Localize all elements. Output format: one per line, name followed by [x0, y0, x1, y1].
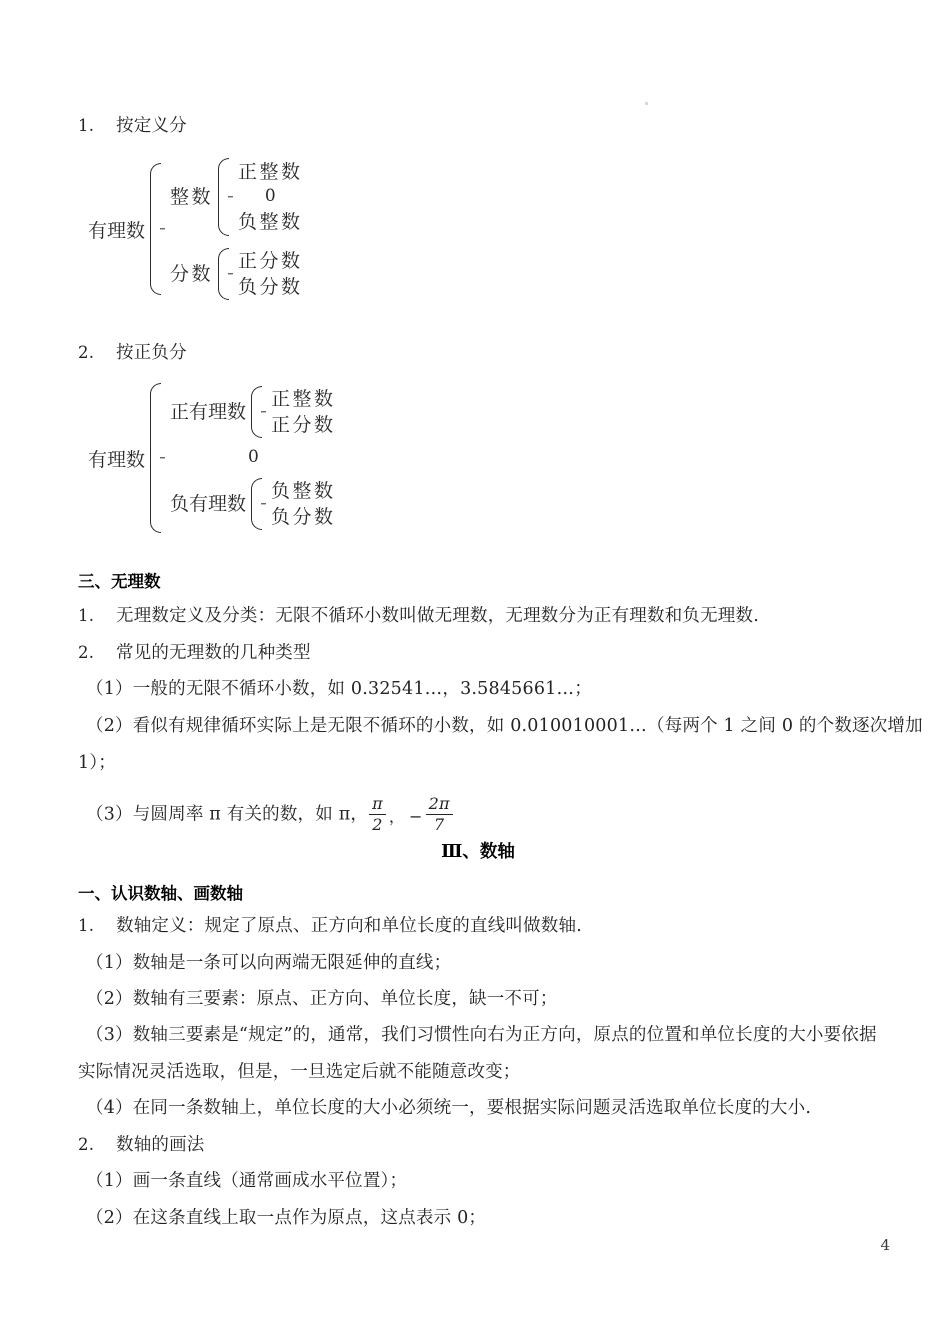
list-item-classify-1	[78, 118, 187, 136]
diagram-branch-group	[170, 386, 336, 530]
irrational-subitem-2: （2）看似有规律循环实际上是无限不循环的小数，如 0.010010001…（每两个 1 之间 0 的个数逐次增加	[86, 716, 923, 736]
brace-outer	[150, 163, 165, 295]
leaf-group-negative	[271, 478, 336, 530]
branch-label-negative-rationals: 负有理数	[170, 492, 247, 515]
leaf-negative-integers: 负整数	[271, 479, 336, 502]
irrational-subitem-1: （1）一般的无限不循环小数，如 0.32541…，3.5845661…；	[86, 679, 592, 699]
diagram-root-row	[88, 383, 336, 533]
numberline-subitem-1: （1）数轴是一条可以向两端无限延伸的直线；	[86, 953, 452, 973]
fraction-numerator: 2π	[426, 795, 453, 815]
leaf-positive-fractions: 正分数	[238, 250, 303, 272]
list-item-number: 2.	[78, 1135, 95, 1154]
scan-artifact-speck	[645, 102, 648, 105]
leaf-positive-integers: 正整数	[238, 161, 303, 184]
leaf-positive-integers: 正整数	[271, 387, 336, 410]
numberline-item-1	[78, 918, 582, 936]
fraction-numerator: π	[369, 795, 386, 815]
leaf-zero: 0	[264, 186, 276, 207]
diagram-branch-group	[170, 158, 303, 300]
classification-diagram-by-definition	[88, 158, 303, 300]
branch-label-positive-rationals: 正有理数	[170, 400, 247, 423]
brace-fractions	[218, 248, 233, 300]
fraction-2pi-over-7	[426, 795, 453, 835]
diagram-branch-negative-rationals	[170, 478, 336, 530]
leaf-positive-fractions: 正分数	[271, 414, 336, 437]
formula-pi-fractions	[368, 795, 454, 835]
leaf-group-positive	[271, 386, 336, 438]
numberline-draw-subitem-2: （2）在这条直线上取一点作为原点，这点表示 0；	[86, 1208, 487, 1228]
numberline-subitem-3: （3）数轴三要素是“规定”的，通常，我们习惯性向右为正方向，原点的位置和单位长度的大小要依据	[86, 1025, 877, 1045]
diagram-branch-fractions	[170, 248, 303, 300]
list-item-label: 按定义分	[116, 116, 187, 136]
brace-positive-rationals	[251, 386, 266, 438]
diagram-root-label: 有理数	[88, 448, 146, 471]
numberline-item-2	[78, 1137, 205, 1155]
list-item-number: 2.	[78, 343, 95, 362]
fraction-denominator: 7	[434, 815, 445, 835]
list-item-number: 2.	[78, 643, 95, 662]
list-item-number: 1.	[78, 116, 95, 135]
diagram-root-row	[88, 158, 303, 300]
formula-minus-sign: −	[409, 807, 423, 827]
diagram-branch-positive-rationals	[170, 386, 336, 438]
leaf-negative-fractions: 负分数	[271, 505, 336, 528]
formula-separator: ，	[388, 807, 406, 827]
list-item-text: 常见的无理数的几种类型	[116, 643, 311, 663]
brace-negative-rationals	[251, 478, 266, 530]
numberline-subitem-2: （2）数轴有三要素：原点、正方向、单位长度，缺一不可；	[86, 989, 558, 1009]
section-heading-irrational: 三、无理数	[78, 572, 161, 591]
chapter-title-number-line: Ⅲ、数轴	[441, 842, 515, 862]
list-item-text: 数轴定义：规定了原点、正方向和单位长度的直线叫做数轴.	[116, 916, 582, 936]
diagram-branch-integers	[170, 158, 303, 236]
list-item-classify-2	[78, 345, 187, 363]
list-item-text: 数轴的画法	[116, 1135, 205, 1155]
list-item-number: 1.	[78, 916, 95, 935]
leaf-group-fractions	[238, 248, 303, 300]
section-heading-know-number-line: 一、认识数轴、画数轴	[78, 884, 243, 903]
brace-outer	[150, 383, 165, 533]
diagram-root-label: 有理数	[88, 219, 146, 242]
branch-label-zero: 0	[248, 447, 259, 468]
branch-label-fractions: 分数	[170, 263, 214, 286]
numberline-subitem-3-wrap: 实际情况灵活选取，但是，一旦选定后就不能随意改变；	[78, 1062, 521, 1082]
irrational-item-1	[78, 608, 759, 626]
leaf-group-integers	[238, 159, 303, 235]
classification-diagram-by-sign	[88, 383, 336, 533]
list-item-number: 1.	[78, 606, 95, 625]
list-item-text: 无理数定义及分类：无限不循环小数叫做无理数，无理数分为正有理数和负无理数.	[116, 606, 759, 626]
irrational-item-2	[78, 645, 311, 663]
leaf-negative-integers: 负整数	[238, 210, 303, 233]
fraction-denominator: 2	[372, 815, 383, 835]
numberline-subitem-4: （4）在同一条数轴上，单位长度的大小必须统一，要根据实际问题灵活选取单位长度的大小.	[86, 1098, 812, 1118]
irrational-subitem-3-text: （3）与圆周率 π 有关的数，如 π，	[86, 804, 369, 825]
list-item-label: 按正负分	[116, 343, 187, 363]
leaf-negative-fractions: 负分数	[238, 276, 303, 299]
brace-integers	[218, 158, 233, 236]
page-number: 4	[880, 1236, 890, 1254]
irrational-subitem-3	[86, 795, 454, 835]
branch-label-integers: 整数	[170, 185, 214, 208]
fraction-pi-over-2	[369, 795, 386, 835]
numberline-draw-subitem-1: （1）画一条直线（通常画成水平位置）；	[86, 1171, 408, 1191]
irrational-subitem-2-wrap: 1）；	[78, 753, 116, 773]
